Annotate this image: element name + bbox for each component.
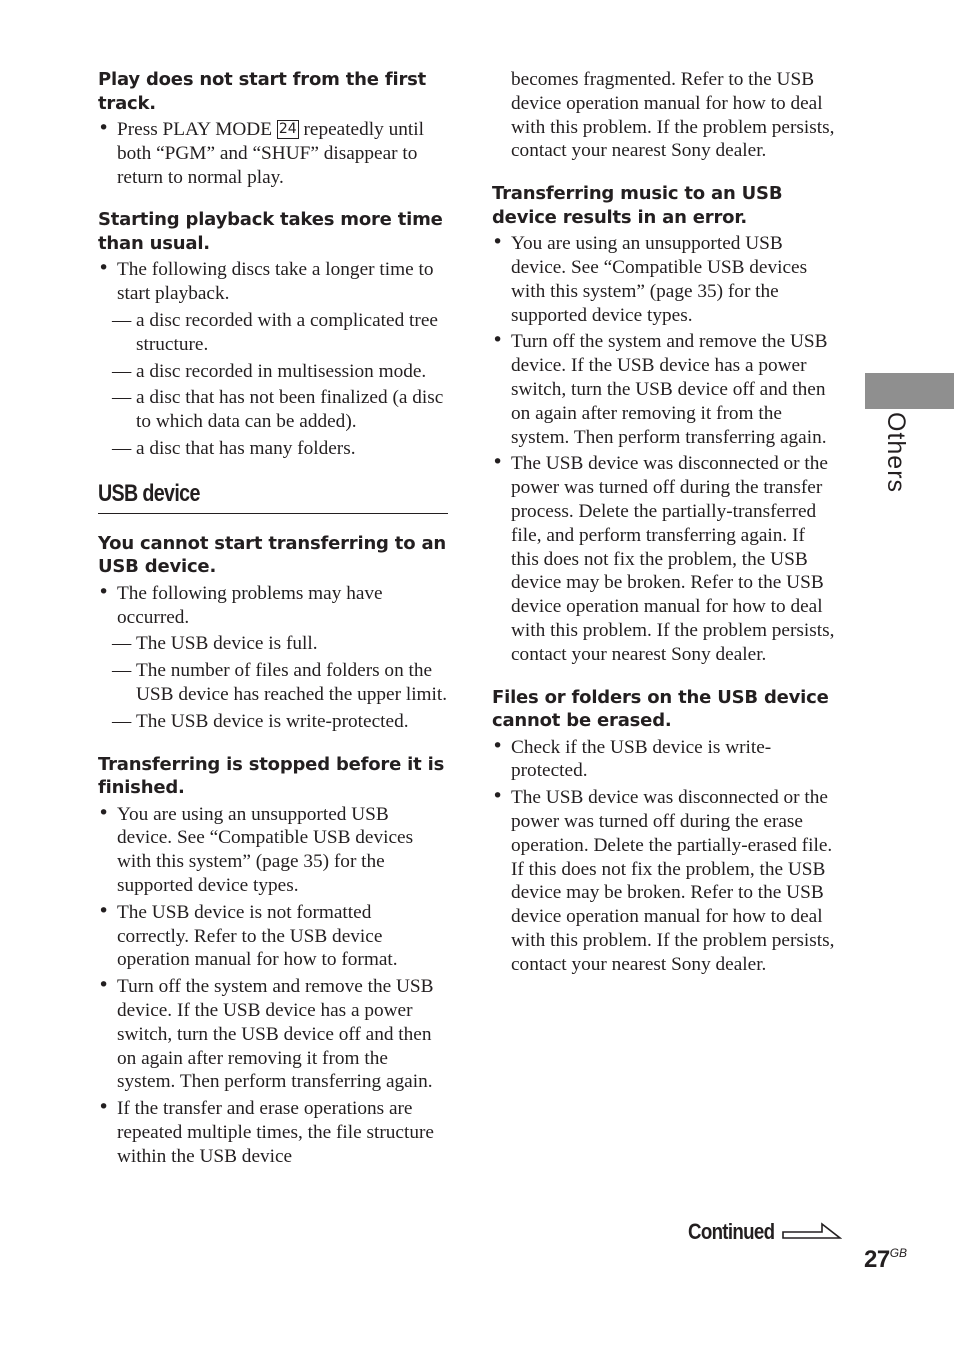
- dash-item: — The number of files and folders on the USB device has reached the upper limit.: [98, 659, 448, 707]
- right-column: [492, 68, 837, 980]
- section-tab-label: Others: [882, 412, 910, 494]
- bullet-item: • You are using an unsupported USB device. See “Compatible USB devices with this system” (page 35) for the supported device types.: [98, 803, 448, 898]
- topic-heading: Play does not start from the first track.: [98, 69, 427, 114]
- topic-heading: Starting playback takes more time than usual.: [98, 209, 443, 254]
- page-number-value: 27: [864, 1246, 890, 1273]
- bullet-text: repeatedly until both “PGM” and “SHUF” disappear to return to normal play.: [117, 119, 424, 188]
- dash-item: — a disc recorded in multisession mode.: [98, 360, 448, 384]
- dash-item: — The USB device is full.: [98, 632, 448, 656]
- dash-item: — a disc recorded with a complicated tree structure.: [98, 309, 448, 357]
- dash-item: — a disc that has not been finalized (a disc to which data can be added).: [98, 386, 448, 434]
- key-24-icon: 24: [278, 121, 297, 137]
- section-title: USB device: [98, 479, 200, 507]
- topic-heading: Transferring is stopped before it is finished.: [98, 753, 445, 799]
- bullet-item: • Turn off the system and remove the USB device. If the USB device has a power switch, turn the USB device off and then on again after removing it from the system. Then perform transferring again.: [492, 330, 837, 449]
- bullet-item: • The USB device was disconnected or the power was turned off during the erase operation. Delete the partially-erased file. If this does not fix the problem, the USB device may be broken. Refer to the USB device operation manual for how to deal with this problem. If the problem persists, contact your nearest Sony dealer.: [492, 786, 837, 976]
- bullet-item: • The USB device was disconnected or the power was turned off during the transfer process. Delete the partially-transferred file, and perform transferring again. If this does not fix the problem, the USB device may be broken. Refer to the USB device operation manual for how to deal with this problem. If the problem persists, contact your nearest Sony dealer.: [492, 452, 837, 666]
- page-number: [864, 1246, 907, 1274]
- topic-heading: You cannot start transferring to an USB device.: [98, 532, 447, 578]
- section-rule: [98, 513, 448, 514]
- continuation-text: becomes fragmented. Refer to the USB device operation manual for how to deal with this problem. If the problem persists, contact your nearest Sony dealer.: [511, 69, 835, 162]
- dash-item: — The USB device is write-protected.: [98, 710, 448, 734]
- continued-marker: [688, 1217, 790, 1247]
- bullet-item: • The USB device is not formatted correctly. Refer to the USB device operation manual for how to format.: [98, 901, 448, 972]
- left-column: [98, 68, 448, 1172]
- bullet-item: • The following discs take a longer time to start playback.: [98, 258, 448, 306]
- continued-label: Continued: [688, 1219, 775, 1244]
- bullet-item: • Turn off the system and remove the USB device. If the USB device has a power switch, turn the USB device off and then on again after removing it from the system. Then perform transferring again.: [98, 975, 448, 1094]
- continued-arrow-icon: [782, 1220, 842, 1242]
- bullet-item: • The following problems may have occurred.: [98, 582, 448, 630]
- dash-item: — a disc that has many folders.: [98, 437, 448, 461]
- section-tab: [865, 373, 954, 409]
- bullet-item: • You are using an unsupported USB device. See “Compatible USB devices with this system” (page 35) for the supported device types.: [492, 232, 837, 327]
- topic-heading: Transferring music to an USB device results in an error.: [492, 183, 783, 228]
- bullet-text: Press PLAY MODE: [117, 119, 277, 140]
- bullet-item: • Check if the USB device is write-protected.: [492, 736, 837, 784]
- bullet-item: [98, 118, 448, 189]
- page-number-suffix: GB: [889, 1246, 908, 1260]
- bullet-item: • If the transfer and erase operations are repeated multiple times, the file structure within the USB device: [98, 1097, 448, 1168]
- topic-heading: Files or folders on the USB device cannot be erased.: [492, 686, 829, 732]
